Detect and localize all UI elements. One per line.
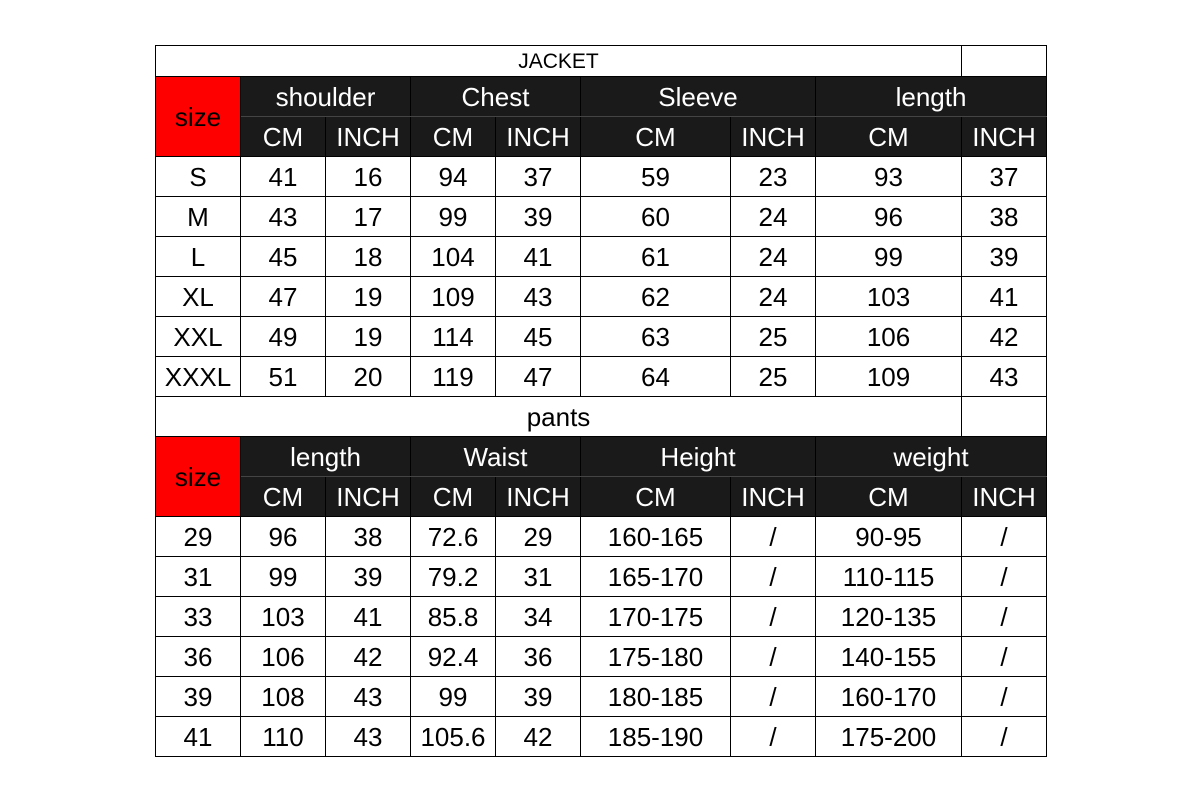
pants-value-cell: 38	[326, 517, 411, 557]
pants-group-header-row	[156, 437, 1047, 477]
jacket-title-row	[156, 46, 1047, 77]
jacket-table-row	[156, 157, 1047, 197]
jacket-group-header: Chest	[411, 77, 581, 117]
pants-size-cell: 36	[156, 637, 241, 677]
jacket-unit-header: INCH	[731, 117, 816, 157]
jacket-value-cell: 47	[241, 277, 326, 317]
pants-value-cell: /	[962, 717, 1047, 757]
jacket-size-cell: M	[156, 197, 241, 237]
jacket-size-cell: XL	[156, 277, 241, 317]
jacket-table-row	[156, 357, 1047, 397]
pants-value-cell: 90-95	[816, 517, 962, 557]
pants-table-row	[156, 557, 1047, 597]
jacket-value-cell: 59	[581, 157, 731, 197]
pants-value-cell: 110-115	[816, 557, 962, 597]
pants-value-cell: 96	[241, 517, 326, 557]
pants-group-header: length	[241, 437, 411, 477]
pants-value-cell: 42	[496, 717, 581, 757]
pants-value-cell: 43	[326, 677, 411, 717]
pants-value-cell: 99	[241, 557, 326, 597]
jacket-value-cell: 38	[962, 197, 1047, 237]
pants-value-cell: /	[731, 597, 816, 637]
pants-value-cell: /	[731, 517, 816, 557]
jacket-value-cell: 39	[496, 197, 581, 237]
pants-value-cell: 175-180	[581, 637, 731, 677]
pants-unit-header: CM	[581, 477, 731, 517]
pants-unit-header: INCH	[962, 477, 1047, 517]
jacket-value-cell: 24	[731, 237, 816, 277]
pants-value-cell: 31	[496, 557, 581, 597]
pants-value-cell: 41	[326, 597, 411, 637]
jacket-value-cell: 109	[816, 357, 962, 397]
jacket-value-cell: 43	[496, 277, 581, 317]
jacket-value-cell: 19	[326, 317, 411, 357]
jacket-value-cell: 25	[731, 357, 816, 397]
jacket-value-cell: 63	[581, 317, 731, 357]
pants-value-cell: 79.2	[411, 557, 496, 597]
pants-title-blank-cell	[962, 397, 1047, 437]
jacket-value-cell: 109	[411, 277, 496, 317]
size-chart-table	[155, 45, 1047, 757]
jacket-unit-header: CM	[816, 117, 962, 157]
pants-value-cell: /	[962, 517, 1047, 557]
jacket-table-row	[156, 237, 1047, 277]
pants-value-cell: 160-165	[581, 517, 731, 557]
pants-unit-header: INCH	[496, 477, 581, 517]
jacket-value-cell: 17	[326, 197, 411, 237]
pants-unit-row	[156, 477, 1047, 517]
jacket-unit-header: CM	[581, 117, 731, 157]
pants-table-row	[156, 597, 1047, 637]
jacket-value-cell: 99	[816, 237, 962, 277]
pants-value-cell: 39	[496, 677, 581, 717]
jacket-title: JACKET	[156, 46, 962, 77]
jacket-value-cell: 51	[241, 357, 326, 397]
jacket-size-header: size	[156, 77, 241, 157]
pants-value-cell: /	[962, 637, 1047, 677]
jacket-value-cell: 62	[581, 277, 731, 317]
pants-value-cell: /	[962, 557, 1047, 597]
jacket-value-cell: 43	[962, 357, 1047, 397]
jacket-table-row	[156, 277, 1047, 317]
jacket-value-cell: 24	[731, 277, 816, 317]
pants-group-header: weight	[816, 437, 1047, 477]
pants-value-cell: 106	[241, 637, 326, 677]
jacket-value-cell: 96	[816, 197, 962, 237]
pants-value-cell: 120-135	[816, 597, 962, 637]
pants-value-cell: /	[731, 717, 816, 757]
jacket-size-cell: XXL	[156, 317, 241, 357]
pants-value-cell: /	[962, 677, 1047, 717]
pants-size-header: size	[156, 437, 241, 517]
pants-value-cell: 165-170	[581, 557, 731, 597]
jacket-value-cell: 18	[326, 237, 411, 277]
jacket-unit-header: INCH	[496, 117, 581, 157]
pants-table-row	[156, 717, 1047, 757]
jacket-size-cell: S	[156, 157, 241, 197]
jacket-unit-header: CM	[411, 117, 496, 157]
pants-value-cell: 103	[241, 597, 326, 637]
pants-value-cell: 175-200	[816, 717, 962, 757]
jacket-value-cell: 64	[581, 357, 731, 397]
jacket-value-cell: 103	[816, 277, 962, 317]
pants-size-cell: 33	[156, 597, 241, 637]
jacket-value-cell: 43	[241, 197, 326, 237]
jacket-value-cell: 24	[731, 197, 816, 237]
pants-table-row	[156, 637, 1047, 677]
jacket-title-blank-cell	[962, 46, 1047, 77]
jacket-group-header: Sleeve	[581, 77, 816, 117]
pants-value-cell: 43	[326, 717, 411, 757]
pants-value-cell: 105.6	[411, 717, 496, 757]
jacket-value-cell: 41	[962, 277, 1047, 317]
jacket-unit-header: INCH	[326, 117, 411, 157]
pants-table-row	[156, 517, 1047, 557]
pants-value-cell: 85.8	[411, 597, 496, 637]
pants-size-cell: 31	[156, 557, 241, 597]
pants-size-cell: 39	[156, 677, 241, 717]
pants-value-cell: 170-175	[581, 597, 731, 637]
pants-size-cell: 41	[156, 717, 241, 757]
pants-value-cell: 140-155	[816, 637, 962, 677]
pants-value-cell: 34	[496, 597, 581, 637]
jacket-unit-header: INCH	[962, 117, 1047, 157]
jacket-value-cell: 19	[326, 277, 411, 317]
jacket-value-cell: 25	[731, 317, 816, 357]
pants-value-cell: 180-185	[581, 677, 731, 717]
jacket-size-cell: L	[156, 237, 241, 277]
pants-unit-header: CM	[241, 477, 326, 517]
jacket-value-cell: 37	[962, 157, 1047, 197]
jacket-value-cell: 41	[496, 237, 581, 277]
jacket-value-cell: 60	[581, 197, 731, 237]
jacket-value-cell: 106	[816, 317, 962, 357]
pants-value-cell: 36	[496, 637, 581, 677]
pants-value-cell: /	[731, 637, 816, 677]
jacket-group-header-row	[156, 77, 1047, 117]
jacket-value-cell: 61	[581, 237, 731, 277]
pants-value-cell: /	[731, 677, 816, 717]
pants-value-cell: 110	[241, 717, 326, 757]
pants-unit-header: CM	[411, 477, 496, 517]
jacket-value-cell: 93	[816, 157, 962, 197]
jacket-value-cell: 47	[496, 357, 581, 397]
pants-table-row	[156, 677, 1047, 717]
jacket-value-cell: 37	[496, 157, 581, 197]
pants-value-cell: 160-170	[816, 677, 962, 717]
jacket-value-cell: 49	[241, 317, 326, 357]
pants-title: pants	[156, 397, 962, 437]
pants-group-header: Waist	[411, 437, 581, 477]
pants-size-cell: 29	[156, 517, 241, 557]
pants-value-cell: 108	[241, 677, 326, 717]
jacket-value-cell: 39	[962, 237, 1047, 277]
pants-unit-header: CM	[816, 477, 962, 517]
pants-value-cell: /	[962, 597, 1047, 637]
jacket-group-header: length	[816, 77, 1047, 117]
jacket-value-cell: 41	[241, 157, 326, 197]
pants-value-cell: 185-190	[581, 717, 731, 757]
pants-title-row	[156, 397, 1047, 437]
jacket-value-cell: 16	[326, 157, 411, 197]
pants-value-cell: 42	[326, 637, 411, 677]
pants-group-header: Height	[581, 437, 816, 477]
pants-value-cell: 72.6	[411, 517, 496, 557]
jacket-value-cell: 119	[411, 357, 496, 397]
jacket-value-cell: 20	[326, 357, 411, 397]
pants-value-cell: 92.4	[411, 637, 496, 677]
jacket-group-header: shoulder	[241, 77, 411, 117]
pants-value-cell: 29	[496, 517, 581, 557]
pants-unit-header: INCH	[326, 477, 411, 517]
jacket-size-cell: XXXL	[156, 357, 241, 397]
pants-value-cell: 39	[326, 557, 411, 597]
pants-value-cell: 99	[411, 677, 496, 717]
jacket-value-cell: 23	[731, 157, 816, 197]
jacket-value-cell: 42	[962, 317, 1047, 357]
jacket-value-cell: 45	[241, 237, 326, 277]
jacket-unit-row	[156, 117, 1047, 157]
jacket-unit-header: CM	[241, 117, 326, 157]
jacket-table-row	[156, 197, 1047, 237]
pants-value-cell: /	[731, 557, 816, 597]
jacket-value-cell: 114	[411, 317, 496, 357]
jacket-value-cell: 94	[411, 157, 496, 197]
jacket-table-row	[156, 317, 1047, 357]
jacket-value-cell: 45	[496, 317, 581, 357]
jacket-value-cell: 104	[411, 237, 496, 277]
jacket-value-cell: 99	[411, 197, 496, 237]
pants-unit-header: INCH	[731, 477, 816, 517]
